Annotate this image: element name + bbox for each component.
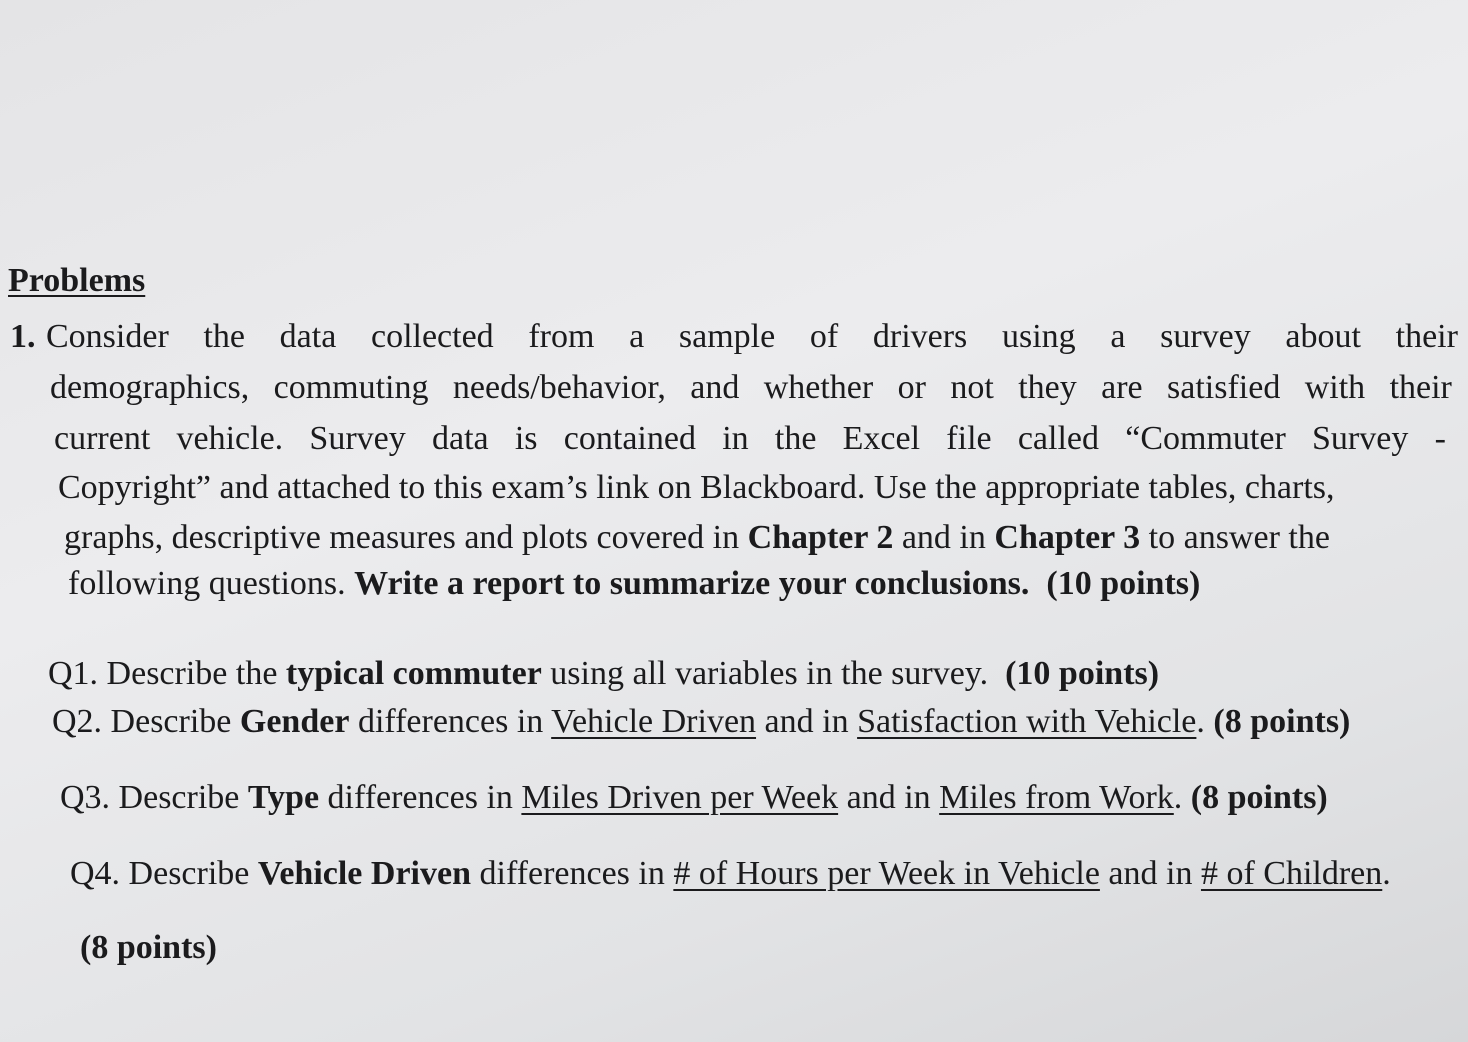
problem-number: 1. xyxy=(10,318,36,355)
chapter-3-ref: Chapter 3 xyxy=(994,519,1141,556)
q2-points: (8 points) xyxy=(1213,703,1351,740)
word: data xyxy=(279,318,337,355)
word: satisfied xyxy=(1167,369,1281,406)
question-q1: Q1. Describe the typical commuter using all variables in the survey. (10 points) xyxy=(48,655,1160,692)
question-q4: Q4. Describe Vehicle Driven differences in # of Hours per Week in Vehicle and in # of Children. xyxy=(70,855,1391,892)
word: - xyxy=(1434,420,1446,457)
chapter-2-ref: Chapter 2 xyxy=(747,519,894,556)
word: a xyxy=(1110,318,1126,355)
q1-points: (10 points) xyxy=(1005,655,1160,692)
word: current xyxy=(54,420,151,457)
word: needs/behavior, xyxy=(452,369,666,406)
word: Excel xyxy=(842,420,921,457)
word: sample xyxy=(678,318,776,355)
word: their xyxy=(1395,318,1458,355)
word: about xyxy=(1285,318,1361,355)
problem-line-5: graphs, descriptive measures and plots covered in Chapter 2 and in Chapter 3 to answer the xyxy=(64,519,1330,556)
word: a xyxy=(629,318,645,355)
word: or xyxy=(897,369,926,406)
word: of xyxy=(809,318,839,355)
word: vehicle. xyxy=(176,420,284,457)
word: with xyxy=(1304,369,1366,406)
word: Survey xyxy=(1312,420,1409,457)
word: the xyxy=(774,420,817,457)
q3-points: (8 points) xyxy=(1190,779,1328,816)
word: their xyxy=(1389,369,1452,406)
question-q3: Q3. Describe Type differences in Miles Driven per Week and in Miles from Work. (8 points) xyxy=(60,779,1328,816)
word: Survey xyxy=(309,420,406,457)
word: in xyxy=(722,420,749,457)
report-instruction: Write a report to summarize your conclusions. xyxy=(354,565,1030,602)
word: survey xyxy=(1160,318,1251,355)
problem-points: (10 points) xyxy=(1046,565,1201,602)
word: the xyxy=(203,318,245,355)
word: contained xyxy=(563,420,696,457)
section-heading: Problems xyxy=(8,262,146,299)
word: demographics, xyxy=(50,369,250,406)
word: “Commuter xyxy=(1125,420,1286,457)
question-q2: Q2. Describe Gender differences in Vehicle Driven and in Satisfaction with Vehicle. (8 points) xyxy=(52,703,1351,740)
word: Consider xyxy=(46,318,169,355)
word: they xyxy=(1018,369,1077,406)
problem-line-3 xyxy=(54,419,1446,459)
problem-line-1 xyxy=(46,317,1458,357)
q4-points: (8 points) xyxy=(80,929,217,966)
word: data xyxy=(431,420,489,457)
problem-line-4: Copyright” and attached to this exam’s link on Blackboard. Use the appropriate tables, charts, xyxy=(58,469,1335,506)
word: and xyxy=(690,369,740,406)
word: using xyxy=(1001,318,1076,355)
word: from xyxy=(528,318,595,355)
word: commuting xyxy=(273,369,429,406)
problem-line-6: following questions. Write a report to summarize your conclusions. (10 points) xyxy=(68,565,1201,602)
word: is xyxy=(514,420,538,457)
word: file xyxy=(946,420,992,457)
word: whether xyxy=(763,369,874,406)
word: drivers xyxy=(872,318,968,355)
word: are xyxy=(1101,369,1143,406)
word: collected xyxy=(370,318,494,355)
word: not xyxy=(950,369,994,406)
word: called xyxy=(1017,420,1100,457)
problem-line-2 xyxy=(50,368,1452,408)
